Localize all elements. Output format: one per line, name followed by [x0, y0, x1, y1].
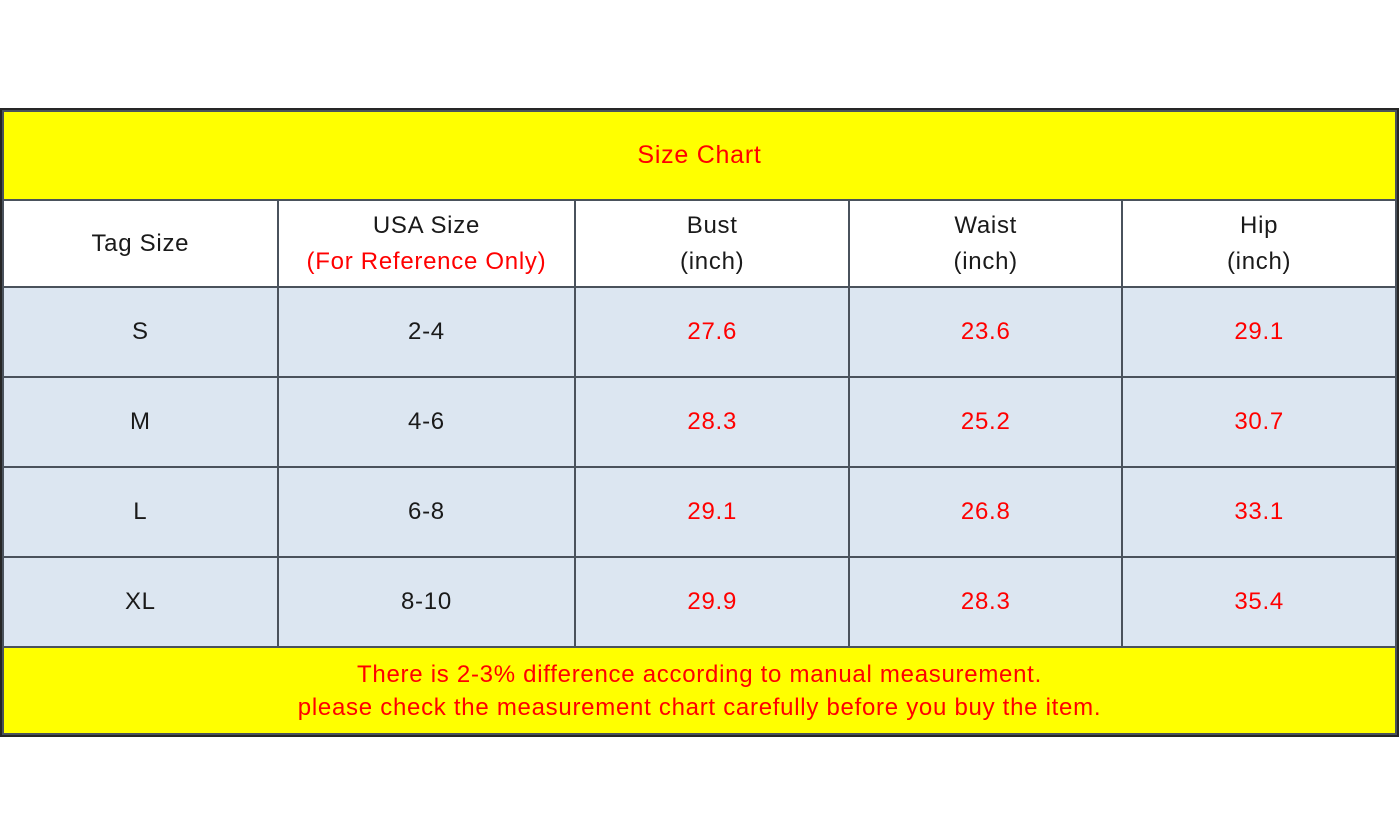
cell-tag-size: S — [3, 287, 278, 377]
cell-tag-size: L — [3, 467, 278, 557]
col-header-bust — [575, 200, 849, 287]
col-header-usa-size — [278, 200, 576, 287]
col-header-waist-unit: (inch) — [953, 247, 1018, 275]
column-header-row — [3, 200, 1396, 287]
cell-hip: 33.1 — [1122, 467, 1396, 557]
cell-usa-size: 8-10 — [278, 557, 576, 647]
cell-waist: 28.3 — [849, 557, 1122, 647]
cell-usa-size: 4-6 — [278, 377, 576, 467]
cell-waist: 25.2 — [849, 377, 1122, 467]
cell-tag-size: XL — [3, 557, 278, 647]
col-header-bust-label: Bust — [686, 211, 738, 239]
cell-hip: 30.7 — [1122, 377, 1396, 467]
cell-hip: 29.1 — [1122, 287, 1396, 377]
size-chart-table — [0, 108, 1399, 737]
table-row-s — [3, 287, 1396, 377]
cell-usa-size: 6-8 — [278, 467, 576, 557]
table-row-xl — [3, 557, 1396, 647]
col-header-usa-size-label: USA Size — [372, 211, 481, 239]
size-chart — [2, 110, 1397, 735]
cell-bust: 29.1 — [575, 467, 849, 557]
cell-bust: 28.3 — [575, 377, 849, 467]
cell-tag-size: M — [3, 377, 278, 467]
cell-hip: 35.4 — [1122, 557, 1396, 647]
col-header-tag-size — [3, 200, 278, 287]
col-header-tag-size-label: Tag Size — [91, 229, 190, 257]
footnote-row — [3, 647, 1396, 734]
cell-waist: 26.8 — [849, 467, 1122, 557]
title-row — [3, 111, 1396, 200]
footnote-line1: There is 2-3% difference according to manual measurement. — [357, 660, 1042, 688]
chart-title: Size Chart — [3, 111, 1396, 200]
cell-bust: 27.6 — [575, 287, 849, 377]
cell-usa-size: 2-4 — [278, 287, 576, 377]
col-header-hip-unit: (inch) — [1226, 247, 1292, 275]
footnote — [3, 647, 1396, 734]
cell-bust: 29.9 — [575, 557, 849, 647]
col-header-bust-unit: (inch) — [680, 247, 745, 275]
col-header-hip — [1122, 200, 1396, 287]
col-header-waist-label: Waist — [954, 211, 1018, 239]
col-header-waist — [849, 200, 1122, 287]
footnote-line2: please check the measurement chart carefully before you buy the item. — [297, 693, 1102, 721]
table-row-m — [3, 377, 1396, 467]
col-header-hip-label: Hip — [1240, 211, 1279, 239]
cell-waist: 23.6 — [849, 287, 1122, 377]
col-header-usa-size-note: (For Reference Only) — [306, 247, 547, 275]
table-row-l — [3, 467, 1396, 557]
